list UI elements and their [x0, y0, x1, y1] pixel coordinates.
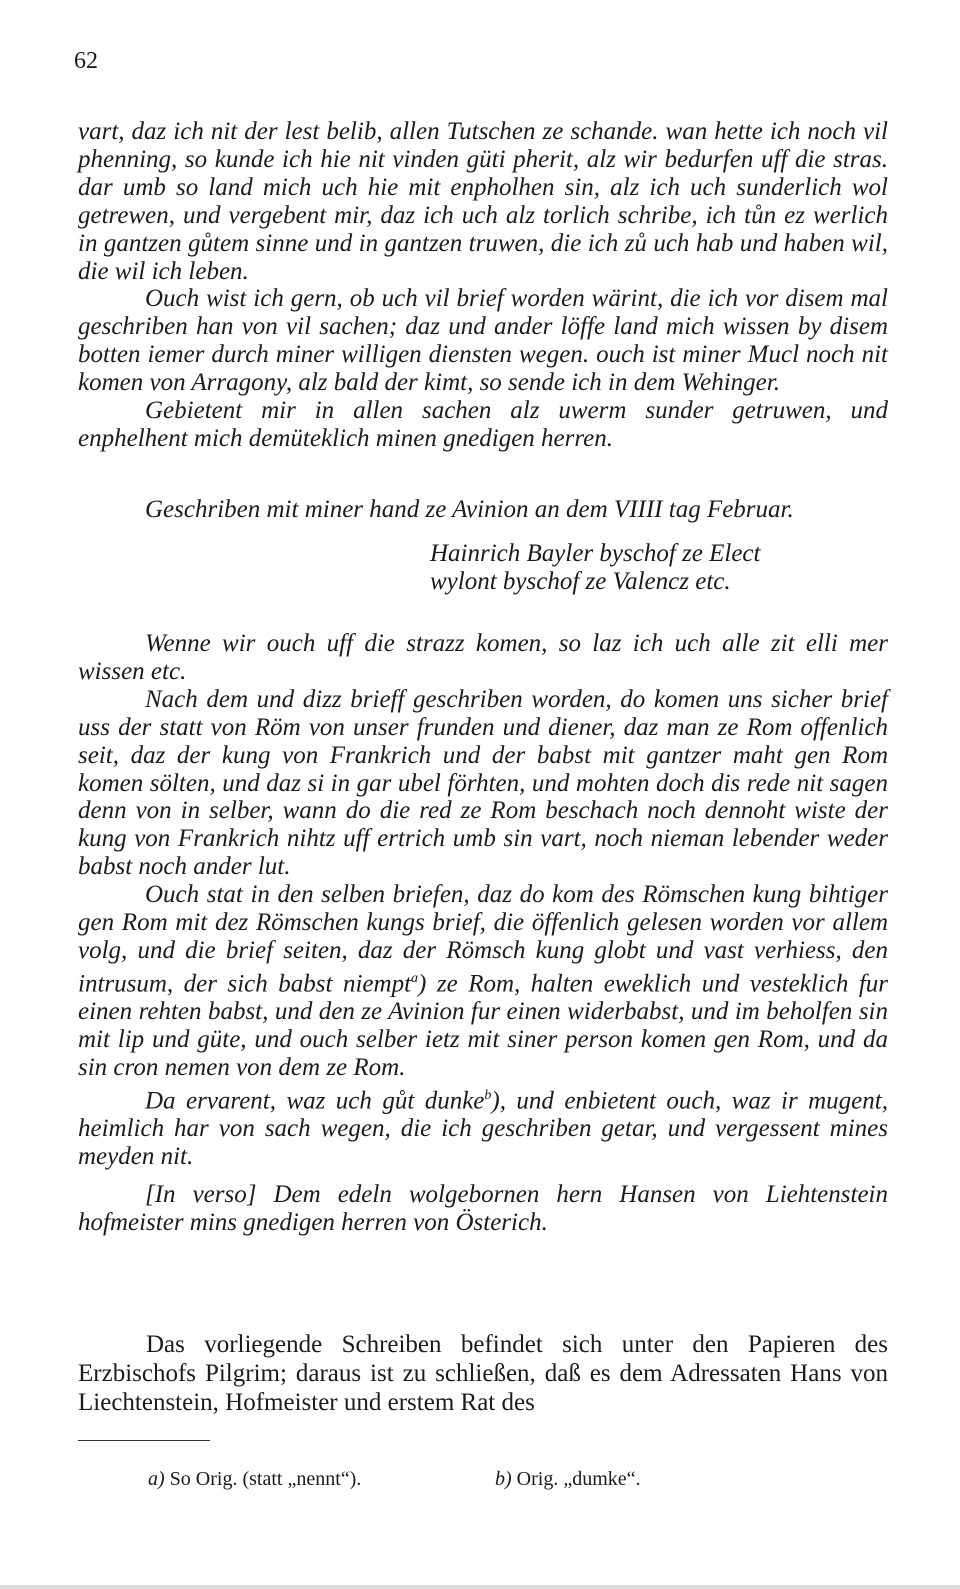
footnote-reference-a: a: [411, 970, 419, 986]
footnote-b: [495, 1468, 641, 1491]
footnote-a-text: So Orig. (statt „nennt“).: [164, 1468, 362, 1490]
postscript-paragraph-4: [78, 1082, 888, 1171]
page-number: 62: [74, 48, 98, 74]
footnote-reference-b: b: [484, 1087, 492, 1103]
letter-paragraph-2: Ouch wist ich gern, ob uch vil brief worden wärint, die ich vor disem mal geschriben han von vil sachen; daz und ander löffe land mich wissen by disem botten iemer durch miner willigen diensten wegen. ouch ist miner Mucl noch nit komen von Arragony, alz bald der kimt, so sende ich in dem Wehinger.: [78, 285, 888, 397]
letter-body-top: [78, 118, 888, 453]
signature-line-2: wylont byschof ze Valencz etc.: [430, 568, 731, 595]
postscript-paragraph-2: Nach dem und dizz brieff geschriben worden, do komen uns sicher brief uss der statt von Röm von unser frunden und diener, daz man ze Rom offenlich seit, daz der kung von Frankrich und der babst mit gantzer maht gen Rom komen sölten, und daz si in gar ubel förhten, und mohten doch dis rede nit sagen denn von in selber, wann do die red ze Rom beschach noch dennoht wiste der kung von Frankrich nihtz uff ertrich umb sin vart, noch nieman lebender weder babst noch ander lut.: [78, 685, 888, 881]
letter-body-postscript: [78, 630, 888, 1237]
footnote-b-text: Orig. „dumke“.: [511, 1468, 641, 1490]
footnote-rule: [78, 1440, 210, 1441]
footnote-b-mark: b): [495, 1468, 512, 1490]
signature-line-1: Hainrich Bayler byschof ze Elect: [430, 540, 761, 567]
footnote-a-mark: a): [148, 1468, 165, 1490]
postscript-paragraph-3: [78, 881, 888, 1082]
paragraph-text-continued: ) ze Rom, halten eweklich und vesteklich fur einen rehten babst, und den ze Avinion fur einen widerbabst, und im beholfen sin mit lip und güte, und ouch selber ietz mit siner person komen gen Rom, und da sin cron nemen von dem ze Rom.: [78, 970, 889, 1081]
paragraph-text: Ouch stat in den selben briefen, daz do kom des Römschen kung bihtiger gen Rom mit dez Römschen kungs brief, die öffenlich gelesen worden vor allem volg, und die brief seiten, daz der Römsch kung globt und vast verhiess, den intrusum, der sich babst niempt: [78, 881, 888, 998]
footnote-a: [148, 1468, 361, 1491]
paragraph-text: Da ervarent, waz uch gůt dunke: [145, 1087, 485, 1115]
paragraph-text-continued: ), und enbietent ouch, waz ir mugent, heimlich har von sach wegen, die ich geschriben getar, und vergessent mines meyden nit.: [78, 1087, 888, 1170]
postscript-paragraph-1: Wenne wir ouch uff die strazz komen, so laz ich uch alle zit elli mer wissen etc.: [78, 630, 888, 685]
dateline: Geschriben mit miner hand ze Avinion an dem VIIII tag Februar.: [145, 496, 794, 523]
letter-paragraph-1: vart, daz ich nit der lest belib, allen Tutschen ze schande. wan hette ich noch vil phenning, so kunde ich hie nit vinden güti pherit, alz wir bedurfen uff die stras. dar umb so land mich uch hie mit enpholhen sin, alz ich uch sunderlich wol getrewen, und vergebent mir, daz ich uch alz torlich schribe, ich tůn ez werlich in gantzen gůtem sinne und in gantzen truwen, die ich zů uch hab und haben wil, die wil ich leben.: [78, 118, 888, 285]
verso-address: [In verso] Dem edeln wolgebornen hern Hansen von Liehtenstein hofmeister mins gnedigen herren von Österich.: [78, 1180, 888, 1236]
letter-paragraph-3: Gebietent mir in allen sachen alz uwerm sunder getruwen, und enphelhent mich demüteklich minen gnedigen herren.: [78, 397, 888, 452]
commentary-paragraph: Das vorliegende Schreiben befindet sich unter den Papieren des Erzbischofs Pilgrim; daraus ist zu schließen, daß es dem Adressaten Hans von Liechtenstein, Hofmeister und erstem Rat des: [78, 1331, 888, 1416]
commentary: [78, 1330, 888, 1417]
page-bottom-edge: [0, 1585, 960, 1589]
